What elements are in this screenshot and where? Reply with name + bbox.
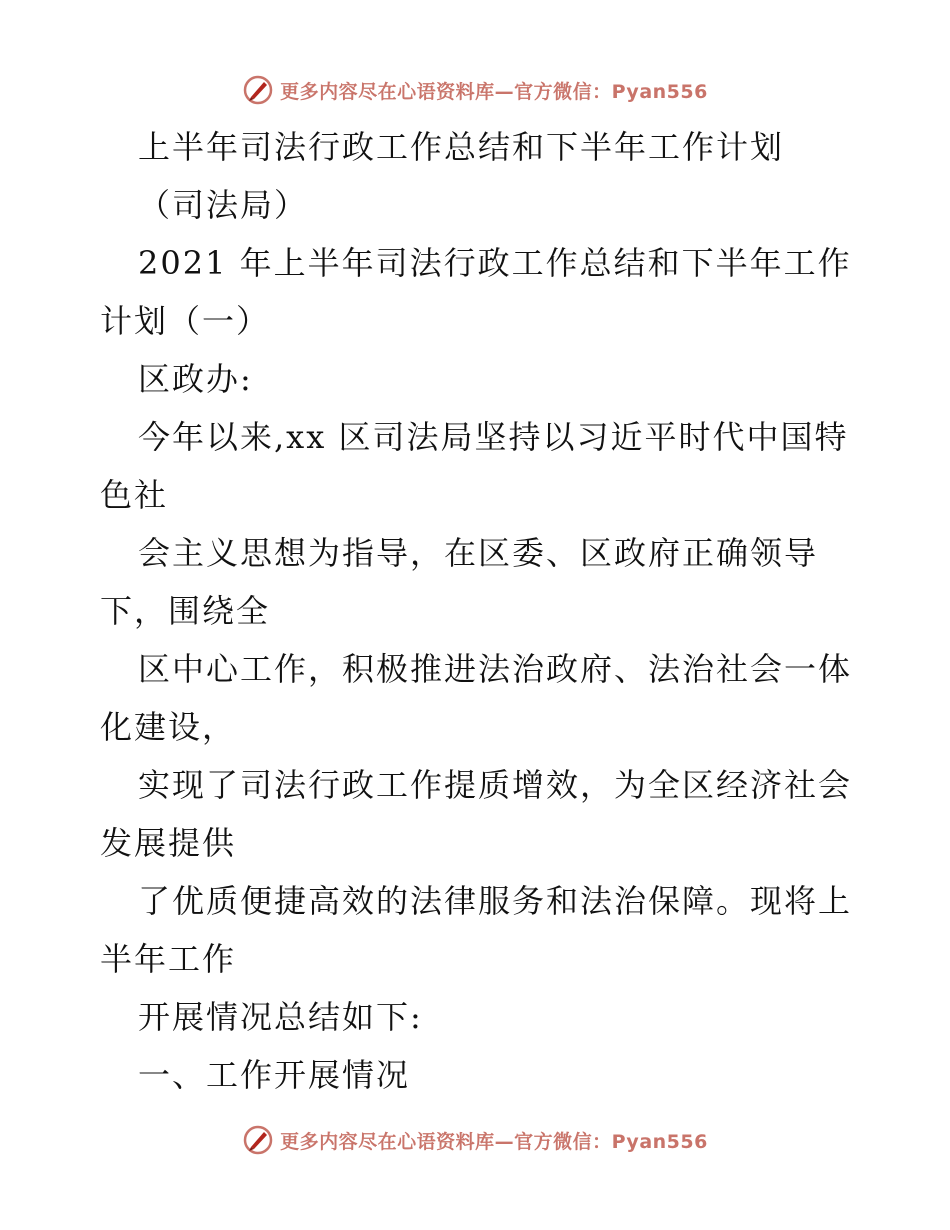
doc-heading-line-2: 计划（一） bbox=[100, 302, 271, 340]
paragraph-5-line-1: 了优质便捷高效的法律服务和法治保障。现将上 bbox=[138, 882, 853, 920]
doc-title: 上半年司法行政工作总结和下半年工作计划 bbox=[138, 128, 785, 166]
paragraph-2-line-2: 下，围绕全 bbox=[100, 592, 271, 630]
paragraph-1-line-2: 色社 bbox=[100, 476, 169, 514]
footer-banner bbox=[0, 1120, 950, 1160]
paragraph-5-line-2: 半年工作 bbox=[100, 940, 237, 978]
document-body bbox=[100, 118, 860, 1104]
doc-subtitle: （司法局） bbox=[138, 186, 309, 224]
paragraph-6: 开展情况总结如下: bbox=[138, 998, 423, 1036]
header-banner bbox=[0, 70, 950, 110]
doc-heading-line-1: 2021 年上半年司法行政工作总结和下半年工作 bbox=[138, 244, 852, 282]
paragraph-3-line-1: 区中心工作，积极推进法治政府、法治社会一体 bbox=[138, 650, 853, 688]
section-heading-1: 一、工作开展情况 bbox=[138, 1056, 411, 1094]
paragraph-3-line-2: 化建设， bbox=[100, 708, 237, 746]
quill-logo-icon bbox=[242, 1124, 274, 1156]
banner-text: 更多内容尽在心语资料库—官方微信：Pyan556 bbox=[280, 1130, 708, 1153]
paragraph-1-line-1: 今年以来,xx 区司法局坚持以习近平时代中国特 bbox=[138, 418, 849, 456]
paragraph-4-line-1: 实现了司法行政工作提质增效，为全区经济社会 bbox=[138, 766, 853, 804]
paragraph-2-line-1: 会主义思想为指导，在区委、区政府正确领导 bbox=[138, 534, 819, 572]
banner-text: 更多内容尽在心语资料库—官方微信：Pyan556 bbox=[280, 80, 708, 103]
quill-logo-icon bbox=[242, 74, 274, 106]
doc-salutation: 区政办: bbox=[138, 360, 253, 398]
paragraph-4-line-2: 发展提供 bbox=[100, 824, 237, 862]
